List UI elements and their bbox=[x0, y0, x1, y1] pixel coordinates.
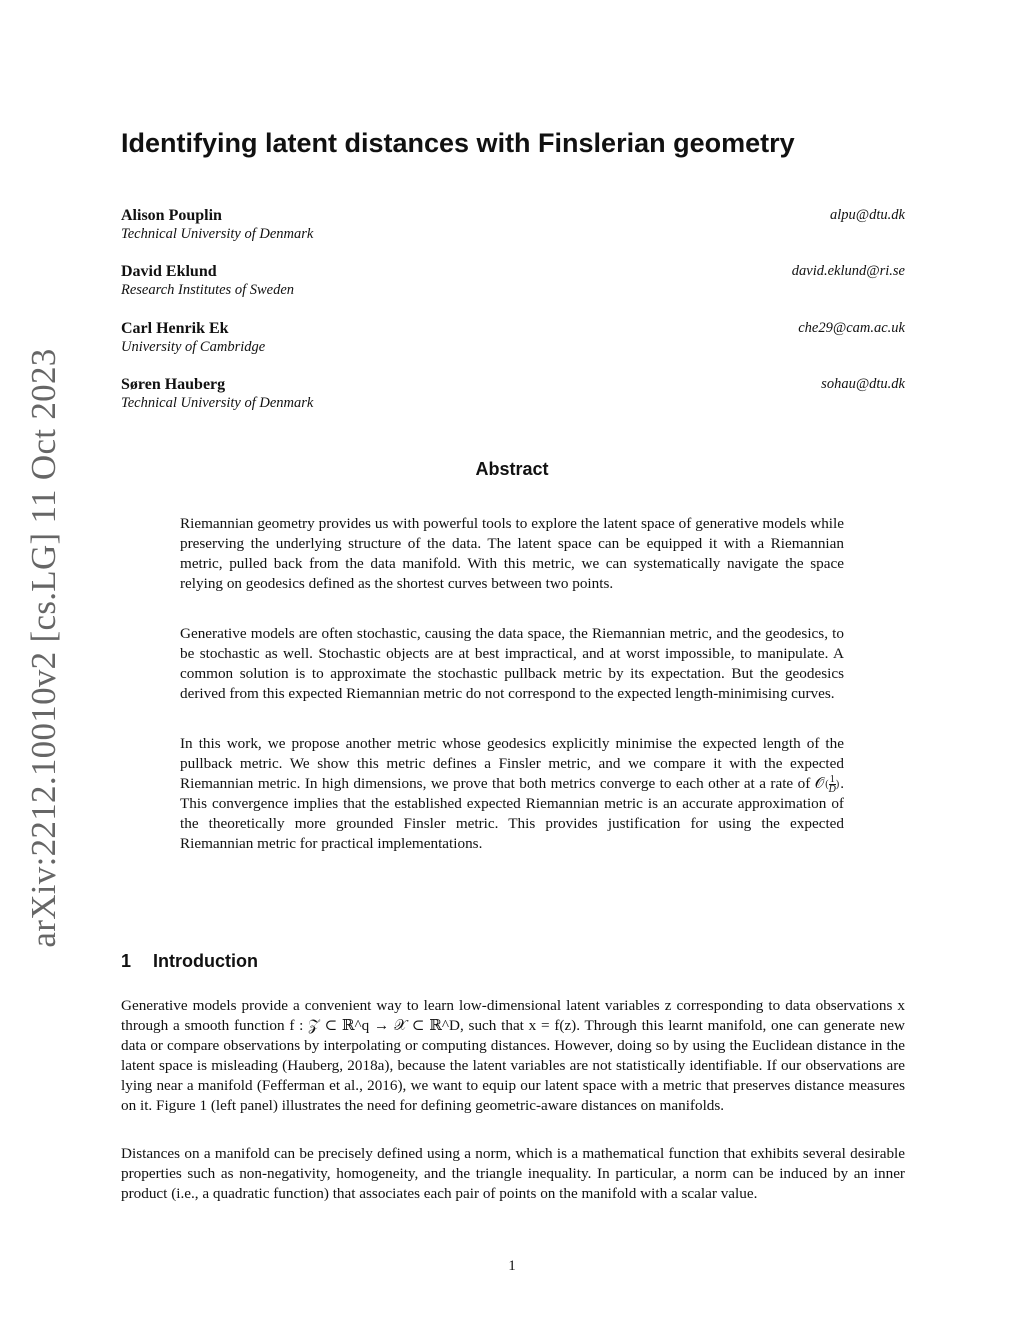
abstract-text-after: . This convergence implies that the established expected Riemannian metric is an accurate approximation of the theoretically more grounded Finsler metric. This provides justification for using the expected Riemannian metric for practical implementations. bbox=[180, 775, 844, 853]
author-block bbox=[121, 263, 905, 303]
author-affiliation: Research Institutes of Sweden bbox=[121, 282, 295, 298]
abstract-paragraph-1: Riemannian geometry provides us with powerful tools to explore the latent space of generative models while preserving the underlying structure of the data. The latent space can be equipped it with a Riemannian metric, pulled back from the data manifold. With this metric, we can systematically navigate the space relying on geodesics defined as the shortest curves between two points. bbox=[180, 515, 844, 592]
author-affiliation: Technical University of Denmark bbox=[121, 395, 314, 411]
abstract-text-before: In this work, we propose another metric whose geodesics explicitly minimise the expected length of the pullback metric. We show this metric defines a Finsler metric, and we compare it with the expected Riemannian metric. In high dimensions, we prove that both metrics converge to each other at a rate of 𝒪 bbox=[180, 735, 844, 792]
author-block bbox=[121, 320, 905, 360]
author-name: David Eklund bbox=[121, 263, 217, 280]
author-name: Carl Henrik Ek bbox=[121, 320, 229, 337]
section-heading-introduction bbox=[121, 951, 258, 972]
abstract-paragraph-3 bbox=[180, 734, 844, 854]
author-email: alpu@dtu.dk bbox=[830, 207, 905, 223]
intro-paragraph-2: Distances on a manifold can be precisely defined using a norm, which is a mathematical function that exhibits several desirable properties such as non-negativity, homogeneity, and the triangle inequality. In particular, a norm can be induced by an inner product (i.e., a quadratic function) that associates each pair of points on the manifold with a scalar value. bbox=[121, 1145, 905, 1202]
fraction: ( $\frac{1}{D}$ ) bbox=[825, 774, 840, 796]
author-block bbox=[121, 207, 905, 247]
author-email: che29@cam.ac.uk bbox=[798, 320, 905, 336]
arxiv-identifier: arXiv:2212.10010v2 [cs.LG] 11 Oct 2023 bbox=[24, 348, 63, 948]
paper-title: Identifying latent distances with Finslerian geometry bbox=[121, 128, 795, 158]
section-title: Introduction bbox=[153, 951, 258, 971]
author-affiliation: Technical University of Denmark bbox=[121, 226, 314, 242]
author-name: Alison Pouplin bbox=[121, 207, 222, 224]
author-name: Søren Hauberg bbox=[121, 376, 226, 393]
fraction-denominator: D bbox=[828, 784, 836, 796]
abstract-paragraph-2: Generative models are often stochastic, causing the data space, the Riemannian metric, and the geodesics, to be stochastic as well. Stochastic objects are at best impractical, and at worst impossible, to manipulate. A common solution is to approximate the stochastic pullback metric by its expectation. But the geodesics derived from this expected Riemannian metric do not correspond to the expected length-minimising curves. bbox=[180, 625, 844, 702]
section-number: 1 bbox=[121, 951, 132, 971]
abstract-heading: Abstract bbox=[475, 459, 549, 479]
fraction-numerator: 1 bbox=[829, 774, 835, 786]
author-email: david.eklund@ri.se bbox=[791, 263, 905, 279]
author-block bbox=[121, 376, 905, 416]
page-number: 1 bbox=[508, 1258, 516, 1274]
intro-paragraph-1: Generative models provide a convenient way to learn low-dimensional latent variables z corresponding to data observations x through a smooth function f : 𝒵 ⊂ ℝ^q → 𝒳 ⊂ ℝ^D, such that x = f(z). Through this learnt manifold, one can generate new data or compare observations by interpolating or computing distances. However, doing so by using the Euclidean distance in the latent space is misleading (Hauberg, 2018a), because the latent variables are not statistically identifiable. If our observations are lying near a manifold (Fefferman et al., 2016), we want to equip our latent space with a metric that preserves distance measures on it. Figure 1 (left panel) illustrates the need for defining geometric-aware distances on manifolds. bbox=[121, 997, 905, 1114]
author-affiliation: University of Cambridge bbox=[121, 339, 266, 355]
author-email: sohau@dtu.dk bbox=[821, 376, 905, 392]
